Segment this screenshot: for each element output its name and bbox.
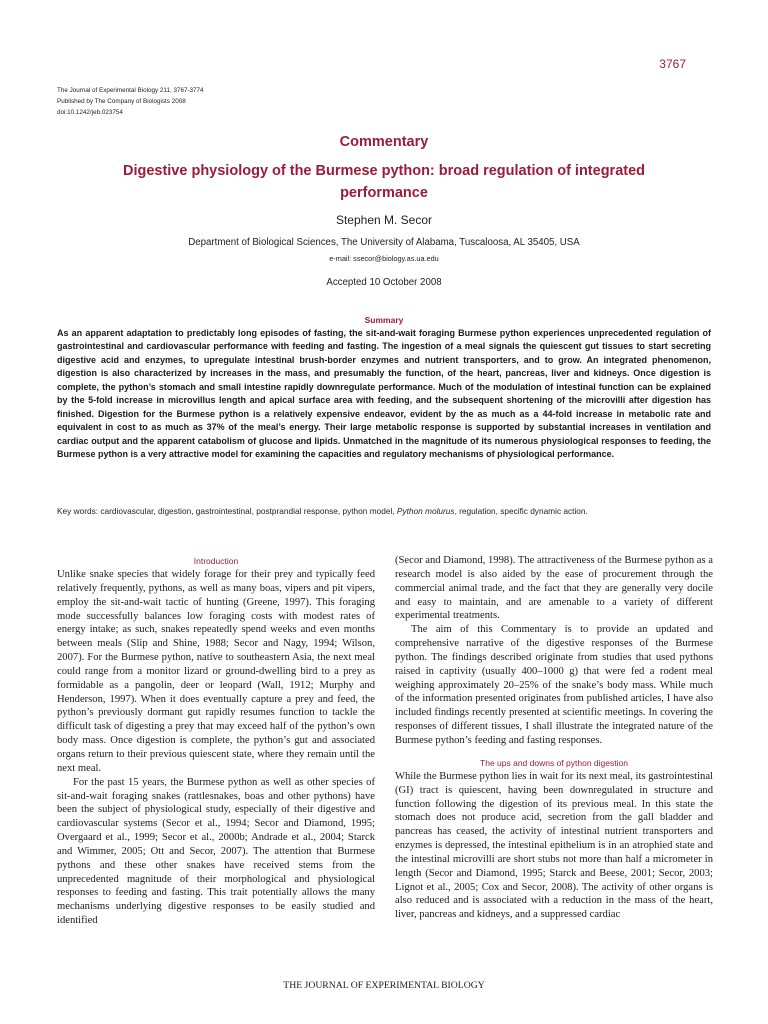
author-affiliation: Department of Biological Sciences, The University of Alabama, Tuscaloosa, AL 35405, USA xyxy=(188,237,580,248)
body-paragraph: The aim of this Commentary is to provide an updated and comprehensive narrative of the digestive responses of the Burmese python. The findings described originate from studies that used pythons raised in captivity (usually 400–1000 g) that were fed a rodent meal weighing approximately 20–25% of the snake’s body mass. While much of the information presented originates from published articles, I have also included findings recently presented at scientific meetings. In covering the responses of different tissues, I shall illustrate the integrated nature of the Burmese python’s feeding and fasting responses. xyxy=(395,624,713,746)
article-title: Digestive physiology of the Burmese python: broad regulation of integrated performance xyxy=(122,163,646,201)
accepted-date: Accepted 10 October 2008 xyxy=(326,277,442,288)
author-name: Stephen M. Secor xyxy=(335,213,433,227)
keywords xyxy=(57,506,717,516)
journal-doi: doi:10.1242/jeb.023754 xyxy=(57,109,123,116)
keywords-prefix: Key words: cardiovascular, digestion, gastrointestinal, postprandial response, python model, xyxy=(57,506,397,516)
python-digestion-heading: The ups and downs of python digestion xyxy=(480,757,628,768)
left-column xyxy=(57,554,375,928)
summary-heading: Summary xyxy=(364,315,404,325)
page-number: 3767 xyxy=(659,57,686,71)
body-paragraph: For the past 15 years, the Burmese python as well as other species of sit-and-wait foraging snakes (rattlesnakes, boas and other pythons) have been the subject of physiological study, especially of their digestive and cardiovascular systems (Secor et al., 1994; Secor and Diamond, 1995; Overgaard et al., 1999; Secor et al., 2000b; Andrade et al., 2004; Starck and Wimmer, 2005; Ott and Secor, 2007). The attention that Burmese pythons and these other snakes have received stems from the unprecedented magnitude of their morphological and physiological responses to feeding and fasting. This trait potentially allows the many mechanisms underlying digestive responses to be easily studied and identified xyxy=(57,776,375,927)
right-column xyxy=(395,554,713,922)
author-email: e-mail: ssecor@biology.as.ua.edu xyxy=(329,254,439,263)
summary-text: As an apparent adaptation to predictably long episodes of fasting, the sit-and-wait foraging Burmese python experiences unprecedented regulation of gastrointestinal and cardiovascular performance with feeding and fasting. The ingestion of a meal signals the quiescent gut tissues to start secreting digestive acid and enzymes, to upregulate intestinal brush-border enzymes and nutrient transporters, and to grow. An integrated phenomenon, digestion is also characterized by increases in the mass, and presumably the function, of the heart, pancreas, liver and kidneys. Once digestion is complete, the python’s stomach and small intestine rapidly downregulate performance. Much of the modulation of intestinal function can be explained by the 5-fold increase in microvillus length and apical surface area with feeding, and the subsequent shortening of the microvilli after digestion has finished. Digestion for the Burmese python is a relatively expensive endeavor, evident by the as much as a 44-fold increase in metabolic rate and equivalent in cost to as much as 37% of the meal’s energy. Their large metabolic response is supported by substantial increases in ventilation and cardiac output and the apparent catabolism of glucose and lipids. Unmatched in the magnitude of its numerous physiological responses to feeding, the Burmese python is a very attractive model for examining the capacities and regulatory mechanisms of physiological performance. xyxy=(57,328,711,460)
keywords-species: Python molurus xyxy=(396,506,455,516)
keywords-suffix: , regulation, specific dynamic action. xyxy=(454,506,588,516)
journal-meta xyxy=(57,85,204,118)
body-paragraph: While the Burmese python lies in wait for its next meal, its gastrointestinal (GI) tract is quiescent, having been downregulated in structure and function following the digestion of its previous meal. In this state the stomach does not produce acid, secretion from the gall bladder and pancreas has ceased, the activity of intestinal nutrient transporters and enzymes is depressed, the intestinal epithelium is in an atrophied state and the intestinal microvilli are short stubs not more than half a micrometer in length (Secor and Diamond, 1995; Starck and Beese, 2001; Secor, 2003; Lignot et al., 2005; Cox and Secor, 2008). The activity of other organs is also reduced and is associated with a reduction in the mass of the heart, liver, pancreas and kidneys, and a suppressed cardiac xyxy=(395,770,713,921)
body-paragraph: Unlike snake species that widely forage for their prey and typically feed relatively frequently, pythons, as well as many boas, vipers and pit vipers, employ the sit-and-wait tactic of hunting (Greene, 1997). This foraging mode successfully balances low foraging costs with modest rates of energy intake; as such, snakes repeatedly spend weeks and even months between meals (Slip and Shine, 1988; Secor and Nagy, 1994; Wilson, 2007). For the Burmese python, native to southeastern Asia, the next meal could range from a monitor lizard or ground-dwelling bird to a prey as formidable as a pangolin, deer or leopard (Wall, 1912; Murphy and Henderson, 1997). When it does eventually capture a prey and feed, the python’s previously dormant gut rapidly resumes function to tackle the difficult task of digesting a prey that may exceed half of the python’s own body mass. Once digestion is complete, the python’s gut and associated organs return to their previous quiescent state, where they remain until the next meal. xyxy=(57,569,375,774)
introduction-heading: Introduction xyxy=(193,556,239,566)
journal-footer: THE JOURNAL OF EXPERIMENTAL BIOLOGY xyxy=(283,980,485,991)
section-label: Commentary xyxy=(339,134,429,150)
body-paragraph: (Secor and Diamond, 1998). The attractiveness of the Burmese python as a research model is also aided by the ease of procurement through the commercial animal trade, and the fact that they are generally very docile and easy to maintain, and are amenable to a variety of different experimental treatments. xyxy=(395,555,713,622)
journal-citation: The Journal of Experimental Biology 211, 3767-3774 xyxy=(57,87,204,94)
journal-publisher: Published by The Company of Biologists 2008 xyxy=(57,98,186,105)
